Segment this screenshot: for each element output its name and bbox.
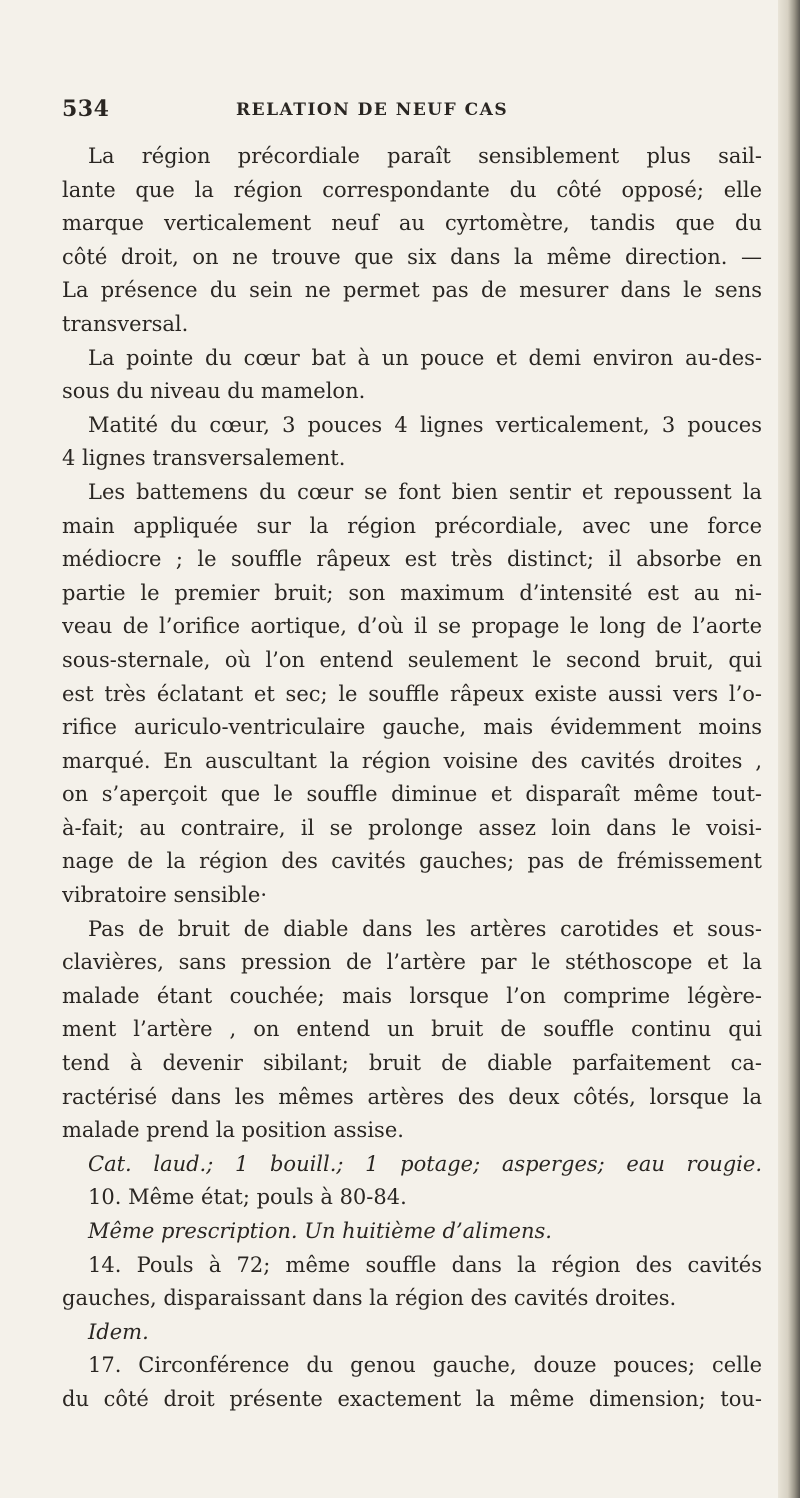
text-line: rifice auriculo-ventriculaire gauche, mais évidemment moins xyxy=(62,715,762,740)
text-line: Même prescription. Un huitième d’alimens. xyxy=(88,1219,552,1243)
text-line: Matité du cœur, 3 pouces 4 lignes verticalement, 3 pouces xyxy=(88,412,762,437)
text-line: nage de la région des cavités gauches; pas de frémissement xyxy=(62,849,762,874)
text-line: 17. Circonférence du genou gauche, douze pouces; celle xyxy=(88,1353,762,1378)
text-line: marque verticalement neuf au cyrtomètre, tandis que du xyxy=(62,211,762,236)
text-line: vibratoire sensible· xyxy=(62,883,268,908)
text-line: partie le premier bruit; son maximum d’intensité est au ni- xyxy=(62,580,762,605)
text-line: ment l’artère , on entend un bruit de souffle continu qui xyxy=(62,1017,762,1042)
text-line: tend à devenir sibilant; bruit de diable parfaitement ca- xyxy=(62,1051,762,1076)
text-line: veau de l’orifice aortique, d’où il se propage le long de l’aorte xyxy=(62,614,762,639)
text-line: Pas de bruit de diable dans les artères carotides et sous- xyxy=(88,916,762,941)
page-edge xyxy=(778,0,800,1498)
text-line: marqué. En auscultant la région voisine des cavités droites , xyxy=(62,748,762,773)
text-line: clavières, sans pression de l’artère par le stéthoscope et la xyxy=(62,950,762,975)
text-line: ractérisé dans les mêmes artères des deux côtés, lorsque la xyxy=(62,1084,762,1109)
text-line: 10. Même état; pouls à 80-84. xyxy=(88,1185,407,1210)
text-line: gauches, disparaissant dans la région des cavités droites. xyxy=(62,1286,677,1311)
page-number: 534 xyxy=(62,96,110,122)
text-line: transversal. xyxy=(62,311,189,336)
text-line: La pointe du cœur bat à un pouce et demi environ au-des- xyxy=(88,345,762,370)
text-line: 4 lignes transversalement. xyxy=(62,446,346,471)
text-line: main appliquée sur la région précordiale, avec une force xyxy=(62,513,762,538)
text-line: lante que la région correspondante du côté opposé; elle xyxy=(62,177,762,202)
text-line: La présence du sein ne permet pas de mesurer dans le sens xyxy=(62,278,762,303)
text-line: malade étant couchée; mais lorsque l’on comprime légère- xyxy=(62,983,762,1008)
text-line: on s’aperçoit que le souffle diminue et disparaît même tout- xyxy=(62,782,762,807)
text-line: Cat. laud.; 1 bouill.; 1 potage; asperges; eau rougie. xyxy=(88,1151,762,1176)
text-line: 14. Pouls à 72; même souffle dans la région des cavités xyxy=(88,1252,762,1277)
running-head: RELATION DE NEUF CAS xyxy=(236,100,509,120)
page-header xyxy=(62,90,762,130)
text-line: sous du niveau du mamelon. xyxy=(62,379,366,404)
text-line: sous-sternale, où l’on entend seulement le second bruit, qui xyxy=(62,647,762,672)
text-line: côté droit, on ne trouve que six dans la même direction. — xyxy=(62,244,762,269)
text-line: à-fait; au contraire, il se prolonge assez loin dans le voisi- xyxy=(62,815,762,840)
body-text xyxy=(62,140,762,1417)
text-line: malade prend la position assise. xyxy=(62,1118,404,1143)
text-line: est très éclatant et sec; le souffle râpeux existe aussi vers l’o- xyxy=(62,681,762,706)
text-line: Les battemens du cœur se font bien sentir et repoussent la xyxy=(88,479,762,504)
text-line: La région précordiale paraît sensiblement plus sail- xyxy=(88,144,762,168)
text-line: du côté droit présente exactement la même dimension; tou- xyxy=(62,1386,762,1411)
text-line: Idem. xyxy=(88,1319,149,1344)
text-line: médiocre ; le souffle râpeux est très distinct; il absorbe en xyxy=(62,547,762,572)
